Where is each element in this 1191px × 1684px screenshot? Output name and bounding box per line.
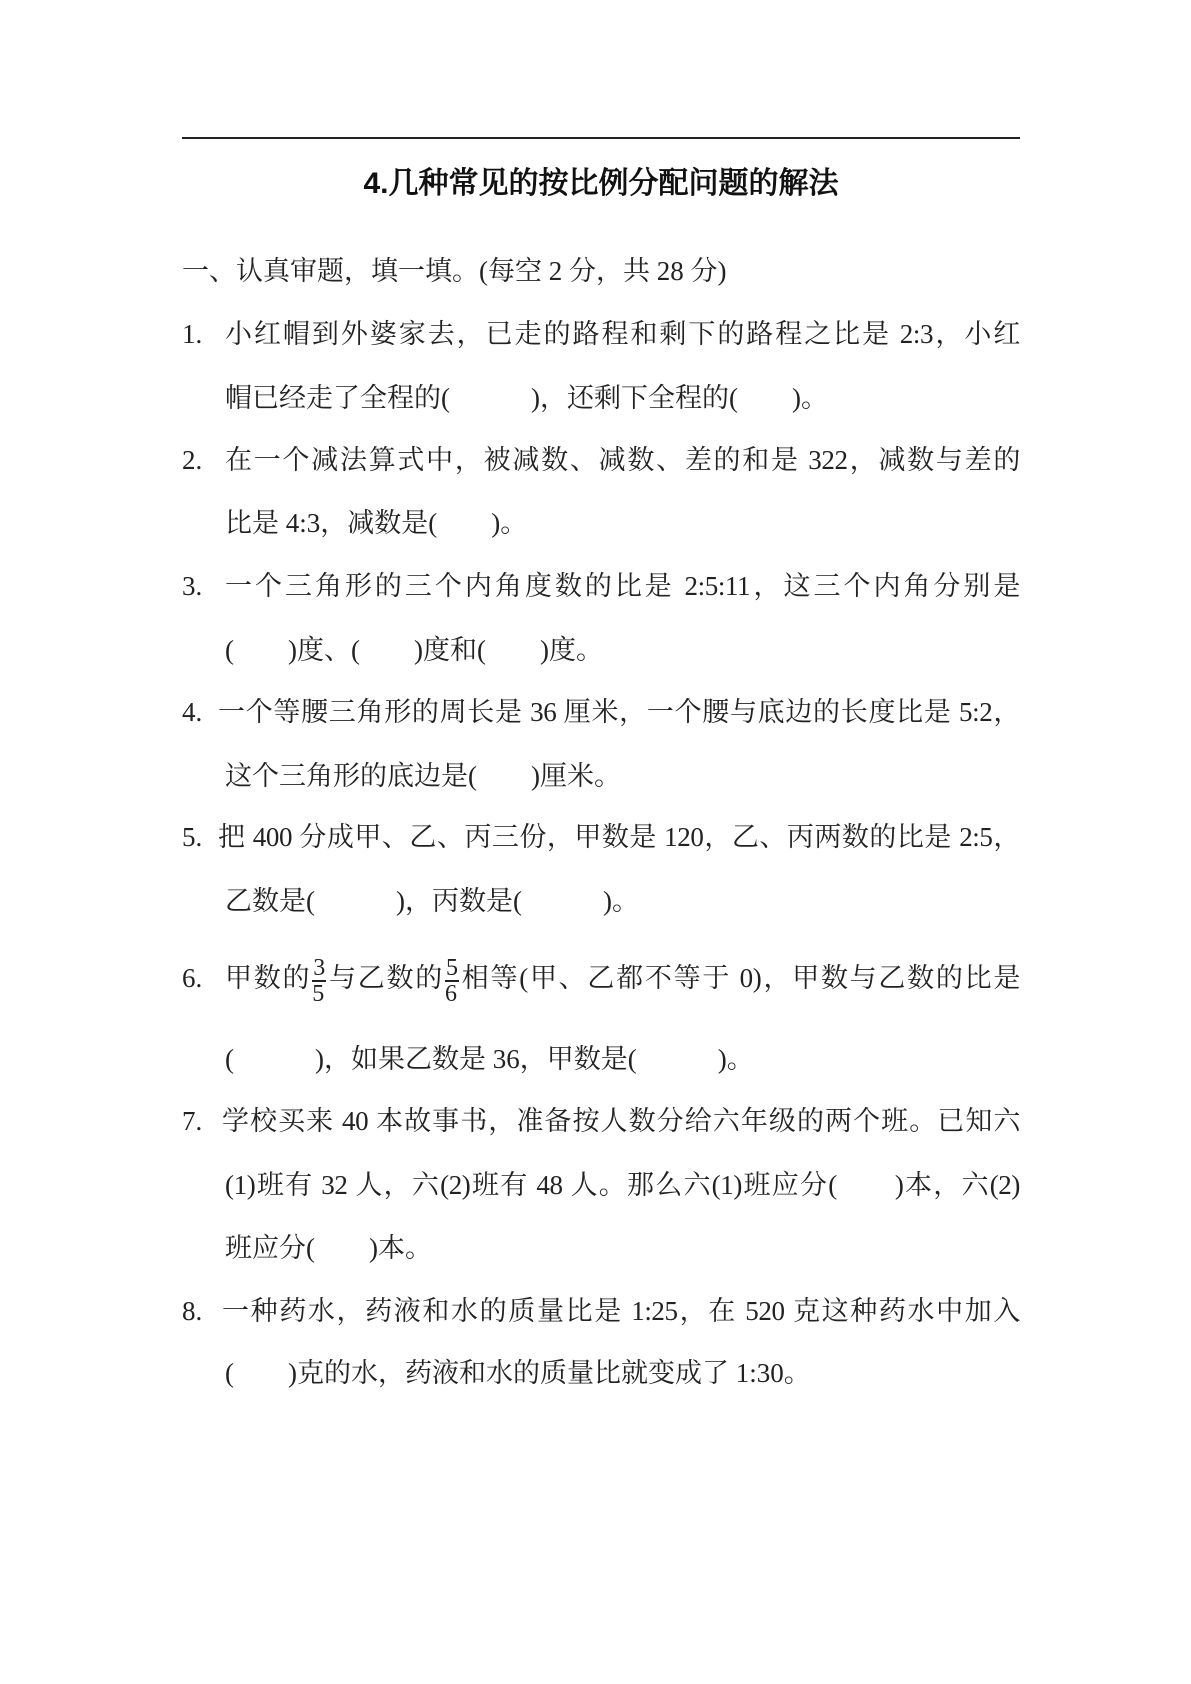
question-number: 2. [182,445,203,475]
question-3-line-2: ( )度、( )度和( )度。 [225,635,603,665]
question-number: 1. [182,319,203,349]
question-7-line-2: (1)班有 32 人，六(2)班有 48 人。那么六(1)班应分( )本，六(2) [225,1170,1020,1200]
page-title: 4.几种常见的按比例分配问题的解法 [363,167,839,200]
question-6-line-2: ( )，如果乙数是 36，甲数是( )。 [225,1044,754,1074]
question-8-line-1: 一种药水，药液和水的质量比是 1:25，在 520 克这种药水中加入 [222,1296,1020,1326]
question-8-line-2: ( )克的水，药液和水的质量比就变成了 1:30。 [225,1358,811,1388]
question-6-line-1 [225,942,1020,1014]
question-7-line-1: 学校买来 40 本故事书，准备按人数分给六年级的两个班。已知六 [222,1106,1020,1136]
fraction-numerator: 3 [313,954,325,981]
fraction-numerator: 5 [445,954,458,981]
section-heading: 一、认真审题，填一填。(每空 2 分，共 28 分) [182,256,727,286]
fraction-denominator: 6 [444,980,457,1007]
question-1-line-2: 帽已经走了全程的( )，还剩下全程的( )。 [225,383,828,413]
header-rule [182,137,1020,139]
question-2-line-2: 比是 4:3，减数是( )。 [225,508,528,538]
question-number: 3. [182,571,203,601]
question-number: 4. [182,697,203,727]
question-7-line-3: 班应分( )本。 [225,1233,432,1263]
q6-text-2: 与乙数的 [326,963,444,993]
question-1-line-1: 小红帽到外婆家去，已走的路程和剩下的路程之比是 2:3，小红 [225,319,1020,349]
question-3-line-1: 一个三角形的三个内角度数的比是 2:5:11，这三个内角分别是 [225,571,1020,601]
question-number: 8. [182,1296,203,1326]
question-number: 6. [182,963,203,993]
question-number: 7. [182,1106,203,1136]
q6-text-3: 相等(甲、乙都不等于 0)，甲数与乙数的比是 [459,963,1020,993]
question-4-line-1: 一个等腰三角形的周长是 36 厘米，一个腰与底边的长度比是 5:2， [218,697,1020,727]
question-number: 5. [182,822,203,852]
question-5-line-2: 乙数是( )，丙数是( )。 [225,886,639,916]
fraction-5-6 [445,956,459,1006]
q6-text-1: 甲数的 [225,963,312,993]
question-2-line-1: 在一个减法算式中，被减数、减数、差的和是 322，减数与差的 [225,445,1020,475]
question-5-line-1: 把 400 分成甲、乙、丙三份，甲数是 120，乙、丙两数的比是 2:5， [218,822,1020,852]
question-4-line-2: 这个三角形的底边是( )厘米。 [225,761,621,791]
fraction-3-5 [312,956,326,1006]
fraction-denominator: 5 [312,980,324,1007]
